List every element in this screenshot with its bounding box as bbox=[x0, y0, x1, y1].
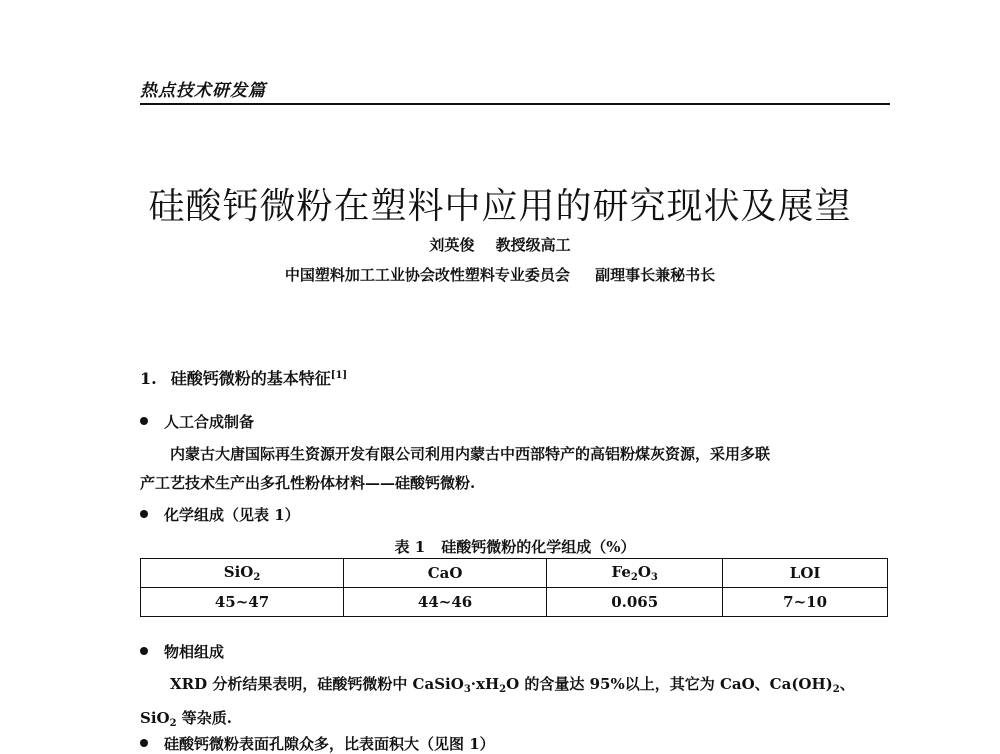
section-header: 热点技术研发篇 bbox=[140, 81, 266, 101]
header-rule bbox=[140, 103, 890, 105]
bullet-dot-icon bbox=[140, 739, 148, 747]
affiliation: 中国塑料加工工业协会改性塑料专业委员会 bbox=[284, 266, 570, 284]
paragraph-phase: XRD 分析结果表明，硅酸钙微粉中 $CaSiO_3\cdot xH_2O$ 的含量达 95%以上，其它为 CaO、$Ca(OH)_2$、 SiO$_2$ 等杂质. bbox=[140, 675, 855, 729]
affiliation-role: 副理事长兼秘书长 bbox=[595, 266, 716, 284]
author-title: 教授级高工 bbox=[495, 236, 571, 254]
table-cell: 44~46 bbox=[344, 588, 547, 617]
bullet-synthesis bbox=[140, 411, 254, 432]
section-number: 1. bbox=[140, 369, 157, 388]
paragraph-line: 内蒙古大唐国际再生资源开发有限公司利用内蒙古中西部特产的高铝粉煤灰资源，采用多联 bbox=[170, 445, 771, 463]
table-header-cell: $Fe_2O_3$ bbox=[547, 559, 723, 588]
bullet-dot-icon bbox=[140, 647, 148, 655]
paragraph-synthesis bbox=[140, 440, 890, 498]
paragraph-line: 产工艺技术生产出多孔性粉体材料——硅酸钙微粉. bbox=[140, 474, 476, 492]
section-title: 硅酸钙微粉的基本特征 bbox=[170, 369, 331, 388]
table-title: 硅酸钙微粉的化学组成（%） bbox=[441, 538, 636, 556]
table-row bbox=[141, 588, 888, 617]
affiliation-line bbox=[0, 264, 1000, 285]
bullet-text: 化学组成（见表 1） bbox=[164, 506, 300, 524]
table-header-cell: CaO bbox=[344, 559, 547, 588]
author-name: 刘英俊 bbox=[429, 236, 475, 254]
bullet-dot-icon bbox=[140, 510, 148, 518]
article-title: 硅酸钙微粉在塑料中应用的研究现状及展望 bbox=[148, 186, 852, 227]
table-header-cell: SiO$_2$ bbox=[141, 559, 344, 588]
table-caption bbox=[0, 536, 1000, 557]
table-cell: 7~10 bbox=[723, 588, 888, 617]
bullet-composition bbox=[140, 504, 300, 525]
section-heading bbox=[140, 366, 347, 389]
bullet-text: 硅酸钙微粉表面孔隙众多，比表面积大（见图 1） bbox=[164, 735, 495, 753]
table-cell: 0.065 bbox=[547, 588, 723, 617]
bullet-surface bbox=[140, 733, 495, 754]
bullet-phase bbox=[140, 641, 224, 662]
bullet-dot-icon bbox=[140, 417, 148, 425]
composition-table bbox=[140, 558, 888, 617]
bullet-text: 物相组成 bbox=[164, 643, 225, 661]
reference-marker: [1] bbox=[330, 370, 348, 381]
table-header-row bbox=[141, 559, 888, 588]
bullet-text: 人工合成制备 bbox=[164, 413, 255, 431]
author-line bbox=[0, 234, 1000, 255]
table-header-cell: LOI bbox=[723, 559, 888, 588]
table-cell: 45~47 bbox=[141, 588, 344, 617]
table-label: 表 1 bbox=[394, 538, 426, 556]
